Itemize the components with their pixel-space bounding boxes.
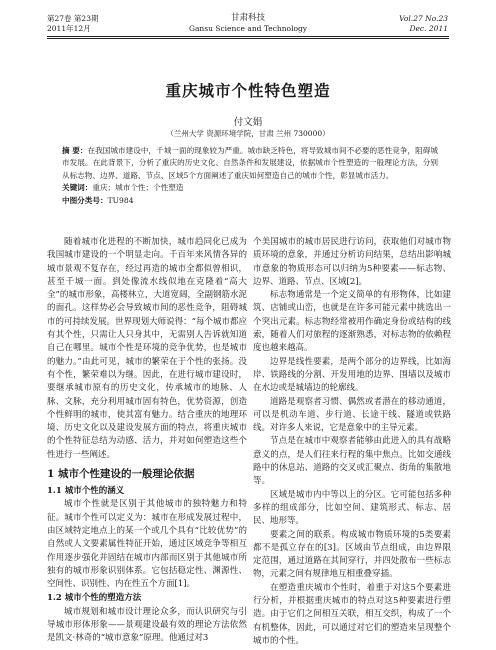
intro-paragraph: 随着城市化进程的不断加快，城市趋同化已成为我国城市建设的一个明显走向。千百年来风情各异的城市景观不复存在，经过再造的城市全都似曾相识，甚至千城一面。到处像流水线似地在克隆着“高大全”的城市形象，高楼林立，大道宽阔，全副钢筋水泥的面孔。这样势必会导致城市间的恶性竞争，阻碍城市的可持续发展。世界现划大师说得：“每个城市都应有其个性，只需让人只身其中，无需别人告诉就知道自己在哪里。城市个性是环境的竞争优势，也是城市的魅力。”由此可见，城市的繁荣在于个性的张扬。没有个性，繁荣难以为继。因此，在进行城市建设时，要继承城市原有的历史文化，传承城市的地脉、人脉、文脉，充分利用城市固有特色，优势资源，创造个性鲜明的城市，使其富有魅力。结合重庆的地理环境、历史文化以及建设发展方面的特点，将重庆城市的个性特征总结为动感、活力，并对如何塑造这些个性进行一些阐述。: [47, 237, 247, 460]
volume-issue-en: Vol.27 No.23: [399, 14, 448, 23]
paragraph-landmark: 标志物通常是一个定义简单的有形物体，比如建筑、店铺或山峦，也就是在许多可能元素中挑选出一个突出元素。标志物经常被用作确定身份或结构的线索，随着人们对旅程的逐渐熟悉，对标志物的依赖程度也越来越高。: [253, 290, 451, 354]
paragraph: 个美国城市的城市居民进行访问，获取他们对城市物质环境的意象，并通过分析访问结果，总结出影响城市意象的物质形态可以归纳为5种要素——标志物、边界、道路、节点、区域[2]。: [253, 237, 451, 287]
article-author: 付文娟: [233, 117, 263, 128]
journal-name-cn: 甘肃科技: [230, 13, 265, 23]
issue-date-en: Dec. 2011: [409, 23, 448, 33]
running-header-right: [399, 14, 448, 33]
abstract-label: 摘 要：: [62, 146, 88, 155]
body-column-left: [47, 236, 247, 646]
paragraph-district: 区域是城市内中等以上的分区。它可能包括多种多样的组成部分，比如空间、建筑形式、标志、居民、地形等。: [253, 489, 451, 527]
header-rule-thin: [47, 38, 449, 39]
abstract-text: 在我国城市建设中，千城一面的现象较为严重。城市缺乏特色，将导致城市间不必要的恶性竞争，阻碍城市发展。在此背景下，分析了重庆的历史文化、自然条件和发展建设，依据城市个性塑造的一般理论方法，分别从标志物、边界、道路、节点、区域5个方面阐述了重庆如何塑造自己的城市个性，彰显城市活力。: [62, 146, 438, 180]
abstract: [62, 145, 438, 182]
author-affiliation: （兰州大学 资源环境学院，甘肃 兰州 730000）: [166, 129, 330, 138]
journal-name-en: Gansu Science and Technology: [188, 23, 308, 33]
section-heading-1-2: 1.2 城市个性的塑造方法: [47, 593, 142, 604]
clc-text: TU984: [107, 195, 134, 205]
clc-label: 中图分类号：: [62, 195, 108, 205]
body-column-right: [253, 236, 451, 648]
section-heading-1-1: 1.1 城市个性的涵义: [47, 486, 125, 497]
article-title: 重庆城市个性特色塑造: [165, 81, 331, 100]
abstract-block: [62, 145, 438, 207]
keywords-label: 关键词：: [62, 183, 93, 193]
clc-number: [62, 195, 438, 207]
section-heading-1: 1 城市个性建设的一般理论依据: [47, 468, 195, 481]
issue-date: 2011年12月: [47, 23, 91, 33]
header-rule-thick: [47, 36, 449, 37]
paragraph-node: 节点是在城市中观察者能够由此进入的具有战略意义的点，是人们往来行程的集中焦点。比如交通线路中的休息站、道路的交叉或汇聚点、街角的集散地等。: [253, 436, 451, 487]
volume-issue: 第27卷 第23期: [47, 14, 99, 23]
keywords-text: 重庆；城市个性；个性塑造: [92, 183, 184, 193]
paragraph: 城市规划和城市设计理论众多，而认识研究与引导城市形体形象——景观建设最有效的理论方法依然是凯文·林奇的“城市意象”原理。他通过对3: [47, 606, 247, 644]
paragraph-shaping: 在塑造重庆城市个性时，着重于对这5个要素进行分析，并根据重庆城市的特点对这5种要素进行塑造。由于它们之间相互关联，相互交织，构成了一个有机整体，因此，可以通过对它们的塑造来呈现整个城市的个性。: [253, 582, 451, 646]
keywords: [62, 182, 438, 194]
paragraph-path: 道路是观察者习惯、偶然或者潜在的移动通道，可以是机动车道、步行道、长途干线、隧道或铁路线。对许多人来说，它是意象中的主导元素。: [253, 396, 451, 434]
paragraph-edge: 边界是线性要素，是两个部分的边界线，比如海岸、铁路线的分割、开发用地的边界、围墙以及城市在水边或是城墙边的轮廓线。: [253, 356, 451, 394]
paragraph: 城市个性就是区别于其他城市的独特魅力和特征。城市个性可以定义为：城市在形成发展过程中，由区域特定地点上的某一个或几个具有“比较优势”的自然或人文要素属性特征开始，通过区域竞争等相互作用逐步强化并固结在城市内部而区别于其他城市所独有的城市形象识别体系。它包括稳定性、渊源性、空间性、识别性、内在性五个方面[1]。: [47, 499, 247, 590]
paragraph-relations: 要素之间的联系。构成城市物质环境的5类要素都不是孤立存在的[3]。区域由节点组成，由边界限定范围，通过道路在其间穿行，并四处散布一些标志物，元素之间有规律地互相重叠穿插。: [253, 529, 451, 580]
